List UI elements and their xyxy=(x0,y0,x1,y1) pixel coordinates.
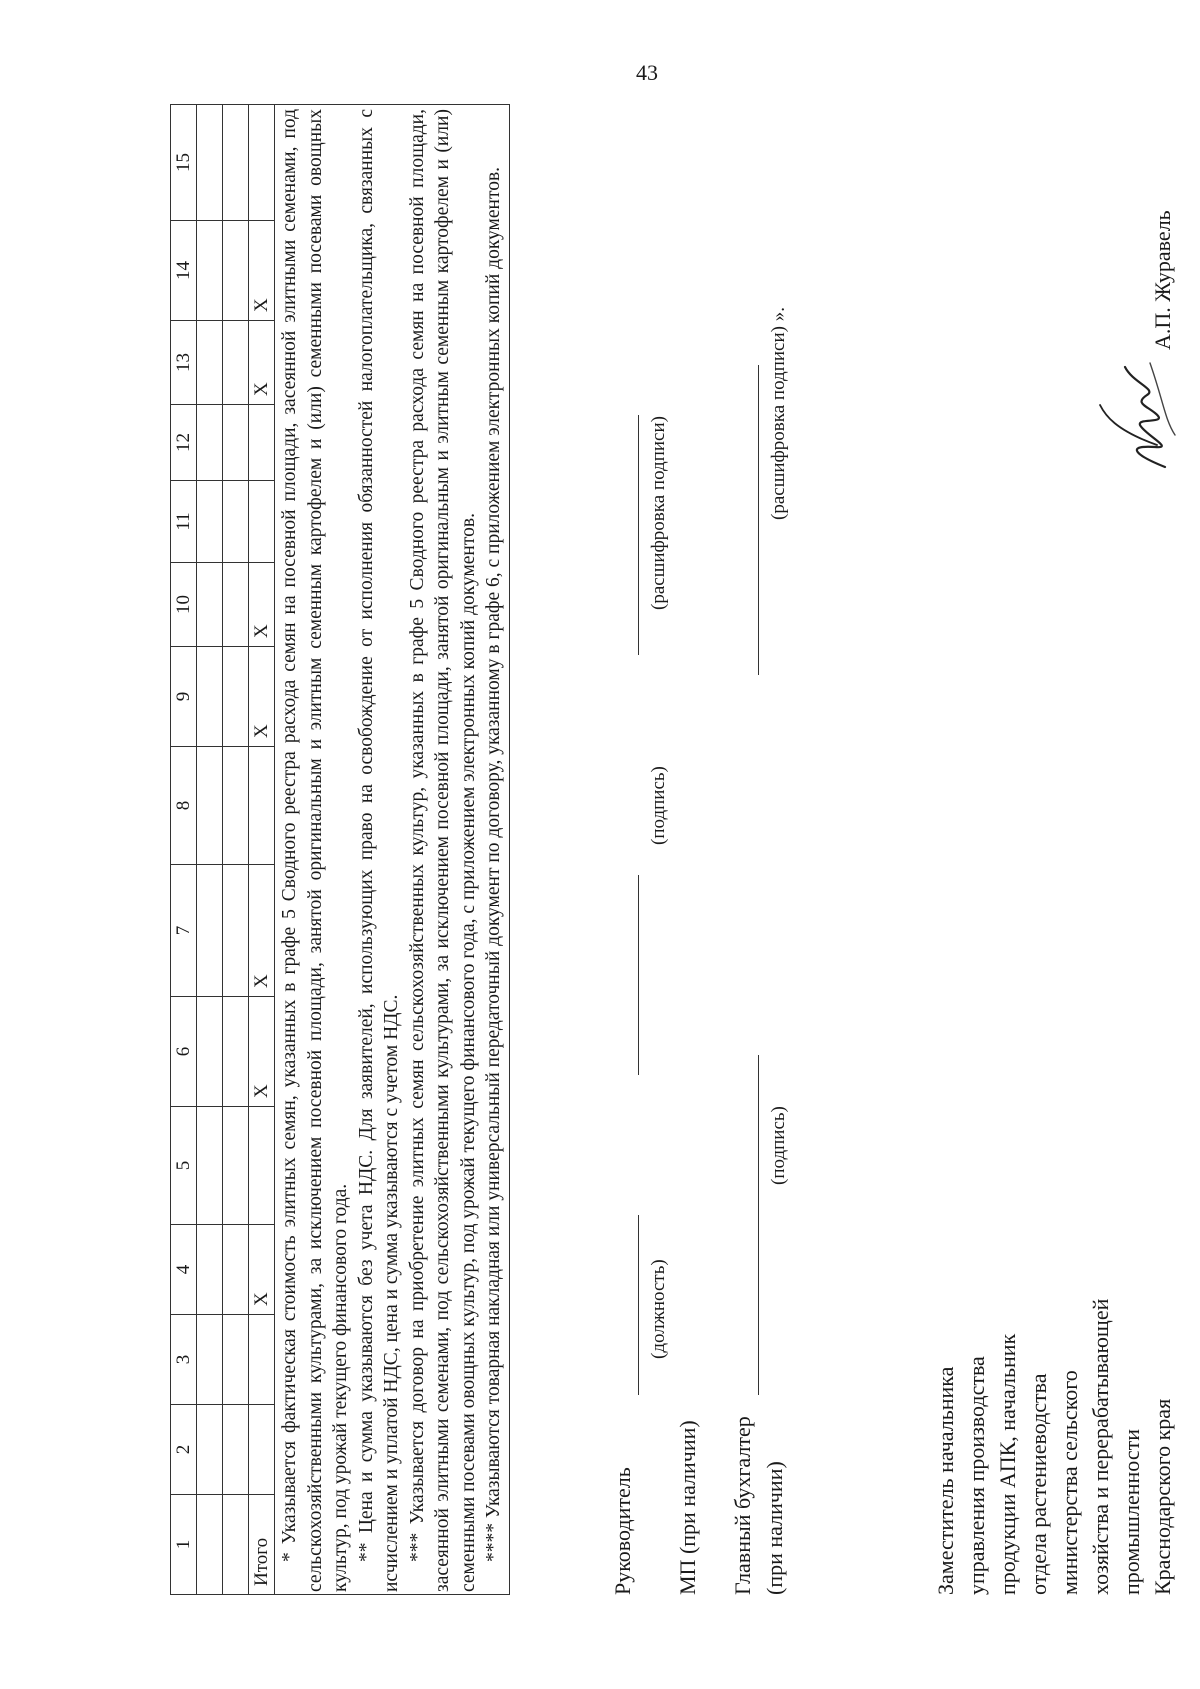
table-cell xyxy=(197,1495,223,1595)
head-decoding-caption: (расшифровка подписи) xyxy=(648,416,669,610)
table-cell xyxy=(223,563,249,647)
table-cell xyxy=(249,405,275,481)
footnote-2: ** Цена и сумма указываются без учета НДС. Для заявителей, использующих право на освобождение от исполнения обязанностей налогоплательщика, связанных с исчислением и уплатой НДС, цена и сумма указываются с учетом НДС. xyxy=(355,109,402,1592)
head-position-caption: (должность) xyxy=(648,1259,669,1359)
footnote-3: *** Указывается договор на приобретение элитных семян сельскохозяйственных культур, указанных в графе 5 Сводного реестра расхода семян на посевной площади, засеянной элитными семенами, под сельскохозяйственными культурами, за исключением посевной площади, занятой оригинальным и элитным семенным картофелем и (или) семенными посевами овощных культур, под урожай текущего финансового года, с приложением электронных копий документов. xyxy=(406,109,479,1592)
table-cell xyxy=(223,1225,249,1315)
head-label: Руководитель xyxy=(610,1467,635,1595)
accountant-signature-line xyxy=(758,1055,759,1395)
table-cell xyxy=(197,405,223,481)
table-cell: X xyxy=(249,563,275,647)
approver-title-line: Заместитель начальника xyxy=(933,1366,958,1595)
table-cell xyxy=(223,747,249,865)
approver-title-line: министерства сельского xyxy=(1057,1370,1082,1595)
column-number: 4 xyxy=(171,1225,197,1315)
table-cell xyxy=(197,1225,223,1315)
table-cell xyxy=(197,105,223,221)
rotated-form-content xyxy=(170,105,1200,1595)
accountant-label: Главный бухгалтер xyxy=(730,1416,755,1595)
table-cell: X xyxy=(249,997,275,1107)
footnote-4: **** Указываются товарная накладная или универсальный передаточный документ по договору, указанному в графе 6, с приложением электронных копий документов. xyxy=(483,166,504,1562)
table-cell xyxy=(223,647,249,747)
table-cell xyxy=(223,321,249,405)
column-number: 6 xyxy=(171,997,197,1107)
table-cell xyxy=(223,405,249,481)
table-cell: X xyxy=(249,221,275,321)
table-cell: X xyxy=(249,1225,275,1315)
registry-table xyxy=(170,104,510,1595)
accountant-decoding-caption: (расшифровка подписи) ». xyxy=(768,307,789,520)
table-cell xyxy=(249,481,275,563)
table-cell xyxy=(223,221,249,321)
stamp-label: МП (при наличии) xyxy=(675,1420,700,1595)
column-number: 11 xyxy=(171,481,197,563)
column-number: 7 xyxy=(171,865,197,997)
column-number: 5 xyxy=(171,1107,197,1225)
accountant-qualifier: (при наличии) xyxy=(762,1461,787,1595)
total-label: Итого xyxy=(249,1495,275,1595)
column-number: 9 xyxy=(171,647,197,747)
table-cell: X xyxy=(249,647,275,747)
table-cell xyxy=(197,865,223,997)
approver-title-line: отдела растениеводства xyxy=(1026,1373,1051,1595)
table-cell xyxy=(197,563,223,647)
handwritten-signature-icon xyxy=(1095,355,1190,475)
table-cell xyxy=(197,1107,223,1225)
table-cell xyxy=(197,647,223,747)
table-row xyxy=(197,105,223,1595)
table-cell xyxy=(249,747,275,865)
approver-title-line: промышленности xyxy=(1119,1429,1144,1595)
table-cell xyxy=(223,105,249,221)
table-cell xyxy=(223,1107,249,1225)
footnote-1: * Указывается фактическая стоимость элитных семян, указанных в графе 5 Сводного реестра расхода семян на посевной площади, засеянной элитными семенами, под сельскохозяйственными культурами, за исключением посевной площади, занятой оригинальным и элитным семенным картофелем и (или) семенными посевами овощных культур, под урожай текущего финансового года. xyxy=(279,109,351,1592)
table-cell xyxy=(223,865,249,997)
table-header-row xyxy=(171,105,197,1595)
column-number: 2 xyxy=(171,1405,197,1495)
table-cell xyxy=(249,105,275,221)
table-cell xyxy=(197,221,223,321)
column-number: 12 xyxy=(171,405,197,481)
approver-title-line: Краснодарского края xyxy=(1150,1398,1175,1595)
table-cell xyxy=(197,1405,223,1495)
column-number: 1 xyxy=(171,1495,197,1595)
column-number: 13 xyxy=(171,321,197,405)
approver-title-line: хозяйства и перерабатывающей xyxy=(1088,1298,1113,1595)
table-cell: X xyxy=(249,865,275,997)
head-signature-line xyxy=(638,875,639,1075)
table-cell xyxy=(197,481,223,563)
head-decoding-line xyxy=(638,415,639,655)
page-number: 43 xyxy=(636,60,658,85)
table-cell xyxy=(249,1315,275,1405)
table-cell xyxy=(249,1107,275,1225)
table-cell xyxy=(197,997,223,1107)
table-cell xyxy=(249,1405,275,1495)
table-cell xyxy=(197,321,223,405)
approver-title-line: управления производства xyxy=(964,1356,989,1595)
column-number: 3 xyxy=(171,1315,197,1405)
approver-title-line: продукции АПК, начальник xyxy=(995,1333,1020,1595)
approver-name: А.П. Журавель xyxy=(1150,210,1175,350)
table-cell xyxy=(223,1495,249,1595)
column-number: 8 xyxy=(171,747,197,865)
head-signature-caption: (подпись) xyxy=(648,766,669,845)
table-cell xyxy=(197,1315,223,1405)
head-position-line xyxy=(638,1215,639,1395)
table-cell xyxy=(197,747,223,865)
table-cell xyxy=(223,997,249,1107)
column-number: 15 xyxy=(171,105,197,221)
table-cell xyxy=(223,1315,249,1405)
table-cell xyxy=(223,1405,249,1495)
table-row xyxy=(223,105,249,1595)
approver-title xyxy=(930,1299,1178,1595)
column-number: 10 xyxy=(171,563,197,647)
table-cell xyxy=(223,481,249,563)
column-number: 14 xyxy=(171,221,197,321)
total-row xyxy=(249,105,275,1595)
footnotes-cell xyxy=(275,105,510,1595)
table-cell: X xyxy=(249,321,275,405)
footnotes-row xyxy=(275,105,510,1595)
accountant-signature-caption: (подпись) xyxy=(768,1106,789,1185)
accountant-decoding-line xyxy=(758,365,759,675)
